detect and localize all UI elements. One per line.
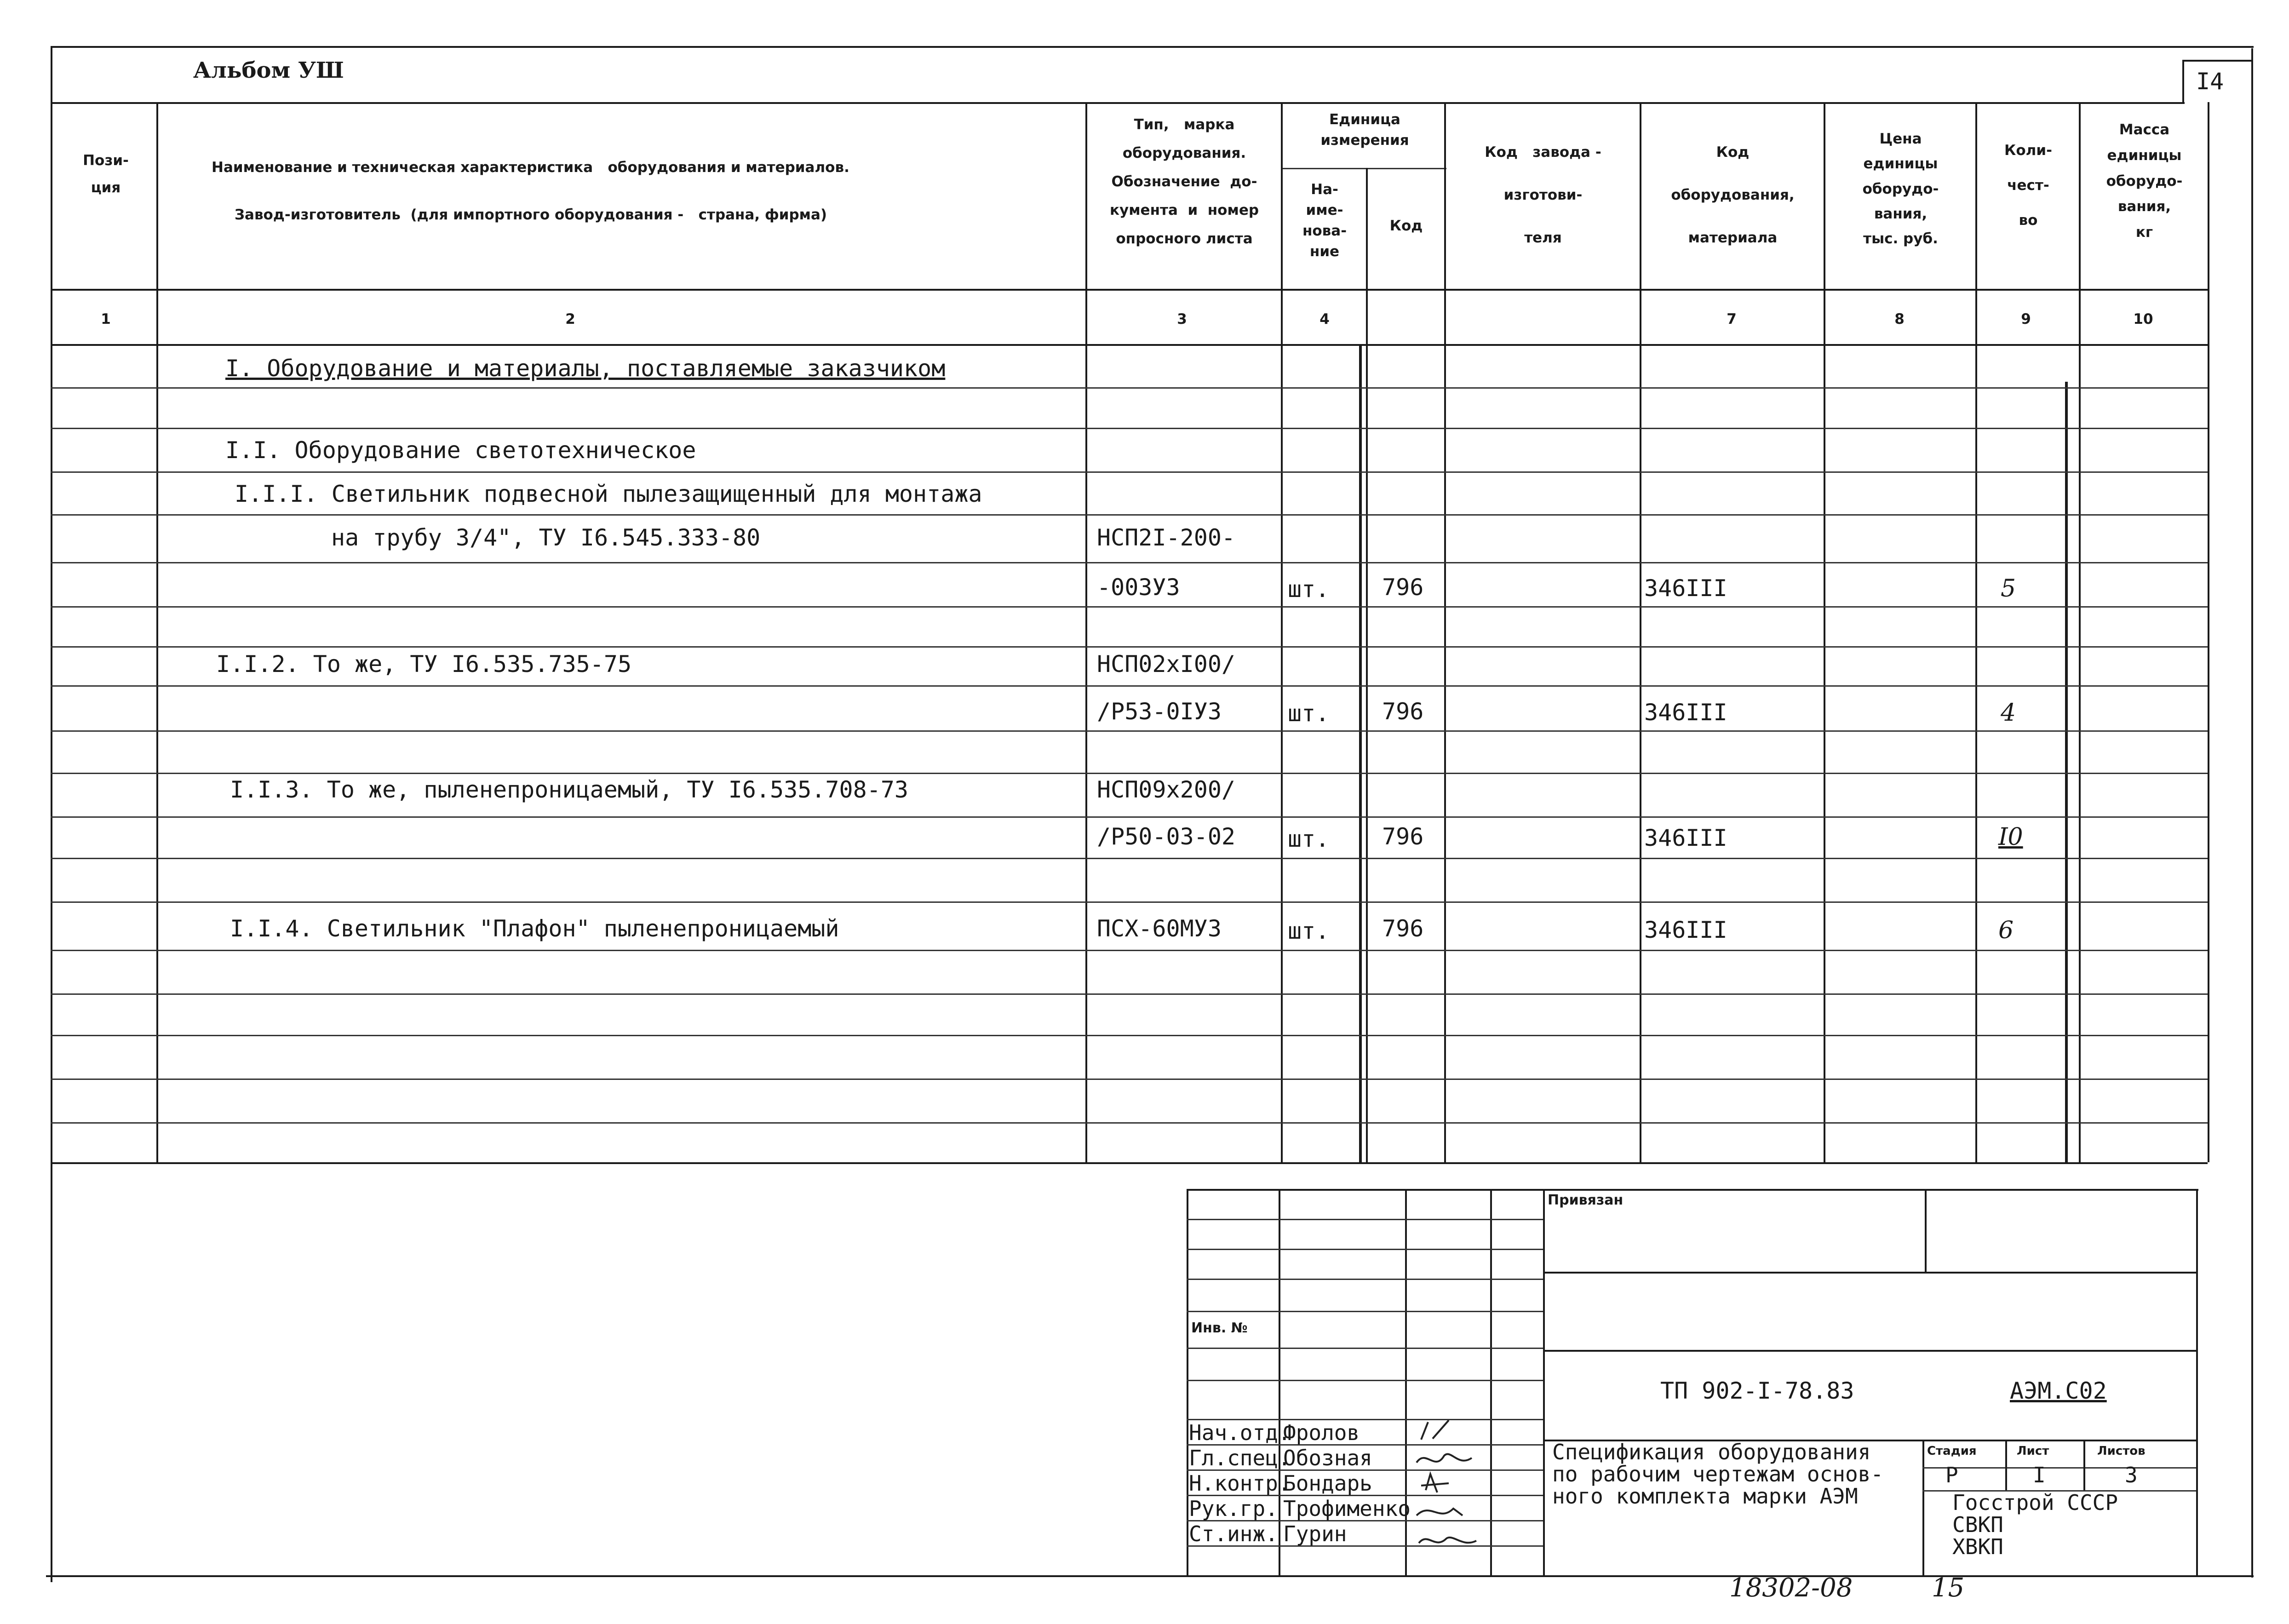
stamp-name: Трофименко: [1283, 1496, 1411, 1521]
col-number: 9: [2021, 311, 2031, 327]
stamp-col: [1922, 1440, 1924, 1575]
col-header-material-code: Код оборудования, материала: [1671, 144, 1795, 246]
stamp-role: Рук.гр.: [1189, 1496, 1278, 1521]
signature-gurin: [1419, 1538, 1476, 1543]
item-type-cont: /Р50-03-02: [1097, 823, 1236, 850]
stamp-left-line: [1187, 1189, 1188, 1575]
item-unit-code: 796: [1382, 915, 1424, 942]
item-name: I.I.2. То же, ТУ I6.535.735-75: [216, 651, 632, 677]
item-unit-code: 796: [1382, 698, 1424, 725]
item-name: I.I.4. Светильник "Плафон" пыленепроницаемый: [230, 915, 839, 942]
row-line: [51, 901, 2208, 903]
col-header-quantity: Коли- чест- во: [2004, 142, 2052, 229]
stamp-role: Нач.отд.: [1189, 1420, 1291, 1445]
col-line-2: [1085, 102, 1087, 1162]
row-line: [51, 685, 2208, 687]
col-line-7: [1824, 102, 1825, 1162]
col-line-10: [2208, 102, 2209, 1162]
col-header-mass: Масса единицы оборудо- вания, кг: [2106, 121, 2183, 241]
row-line: [51, 950, 2208, 951]
item-type: НСП2I-200-: [1097, 524, 1236, 551]
item-material-code: 346III: [1644, 699, 1727, 726]
stamp-col: [1925, 1189, 1927, 1272]
item-unit-code: 796: [1382, 823, 1424, 850]
signature-frolov: [1421, 1420, 1449, 1440]
row-line: [51, 816, 2208, 818]
stamp-row: [1543, 1350, 2196, 1352]
col-header-factory-code: Код завода - изготови- теля: [1485, 144, 1601, 246]
col-header-unit-code: Код: [1389, 218, 1423, 234]
stamp-row: [1922, 1467, 2196, 1469]
col-line-5: [1444, 102, 1446, 1162]
stamp-title-line: ного комплекта марки АЭМ: [1552, 1484, 1858, 1509]
col-header-position: Пози- ция: [83, 152, 129, 196]
col-number: 1: [101, 311, 111, 327]
row-line: [51, 858, 2208, 859]
stamp-sheets: 3: [2125, 1463, 2138, 1487]
row-line: [51, 773, 2208, 774]
stamp-doc-code: ТП 902-I-78.83: [1660, 1377, 1854, 1404]
row-line: [51, 514, 2208, 516]
item-unit: шт.: [1288, 918, 1330, 944]
row-line: [51, 646, 2208, 648]
item-unit: шт.: [1288, 700, 1330, 727]
stamp-row: [1187, 1380, 1543, 1381]
stamp-org: ХВКП: [1952, 1534, 2003, 1559]
header-bottom-line: [51, 289, 2208, 291]
stamp-label-inv-no: Инв. №: [1191, 1320, 1248, 1336]
stamp-title-line: по рабочим чертежам основ-: [1552, 1462, 1884, 1486]
frame-bottom-line: [46, 1575, 2254, 1577]
stamp-mark: АЭМ.С02: [2010, 1377, 2107, 1404]
stamp-row: [1187, 1348, 1543, 1349]
row-line: [51, 428, 2208, 429]
stamp-org: СВКП: [1952, 1512, 2003, 1537]
item-quantity: 6: [1998, 917, 2014, 944]
table-bottom-line: [51, 1162, 2208, 1164]
col-number: 4: [1319, 311, 1330, 327]
col-header-unit-group: Единица измерения: [1320, 111, 1409, 149]
row-line: [51, 387, 2208, 389]
stamp-title-line: Спецификация оборудования: [1552, 1440, 1871, 1464]
unit-group-divider: [1281, 168, 1446, 169]
signature-bondar: [1421, 1474, 1449, 1492]
col-header-unit-name: На- име- нова- ние: [1302, 181, 1347, 260]
table-top-line: [51, 102, 2185, 104]
item-name-cont: на трубу 3/4", ТУ I6.545.333-80: [331, 524, 761, 551]
col-line-1: [156, 102, 158, 1162]
col-header-price: Цена единицы оборудо- вания, тыс. руб.: [1862, 131, 1939, 247]
stamp-col: [2005, 1440, 2007, 1490]
col-number: 2: [565, 311, 575, 327]
item-quantity: 4: [2001, 699, 2016, 727]
col-line-6: [1640, 102, 1641, 1162]
item-type-cont: -003У3: [1097, 574, 1180, 601]
row-line: [51, 993, 2208, 995]
col-header-name-line2: Завод-изготовитель (для импортного оборудования - страна, фирма): [235, 207, 827, 223]
stamp-row: [1187, 1311, 1543, 1312]
drawing-frame: [51, 46, 2254, 1582]
col-line-9: [2079, 102, 2081, 1162]
col-line-4: [1366, 168, 1368, 1164]
archive-sheet: 15: [1932, 1573, 1965, 1603]
stamp-name: Гурин: [1283, 1521, 1347, 1546]
stamp-col: [1543, 1189, 1545, 1575]
stamp-label-stage: Стадия: [1927, 1444, 1977, 1458]
item-unit: шт.: [1288, 826, 1330, 852]
stamp-org: Госстрой СССР: [1952, 1490, 2118, 1515]
stamp-row: [1187, 1219, 1543, 1220]
row-line: [51, 606, 2208, 608]
archive-number: 18302-08: [1729, 1573, 1853, 1603]
subsection-title: I.I. Оборудование светотехническое: [225, 437, 696, 464]
item-material-code: 346III: [1644, 917, 1727, 943]
col-number: 10: [2133, 311, 2153, 327]
section-title: I. Оборудование и материалы, поставляемые заказчиком: [225, 355, 946, 382]
item-name: I.I.I. Светильник подвесной пылезащищенный для монтажа: [235, 481, 982, 507]
row-line: [51, 1079, 2208, 1080]
stamp-role: Н.контр.: [1189, 1471, 1291, 1496]
item-unit-code: 796: [1382, 574, 1424, 601]
col-line-4-heavy: [1359, 344, 1362, 1163]
signature-oboznaya: [1417, 1454, 1472, 1463]
item-quantity: 5: [2001, 575, 2016, 603]
item-unit: шт.: [1288, 576, 1330, 603]
signature-marks: [1407, 1417, 1490, 1555]
stamp-label-privyazan: Привязан: [1548, 1192, 1624, 1208]
col-line-3: [1281, 102, 1283, 1162]
col-header-type: Тип, марка оборудования. Обозначение до- кумента и номер опросного листа: [1109, 116, 1259, 247]
stamp-name: Обозная: [1283, 1446, 1372, 1470]
stamp-name: Фролов: [1283, 1420, 1360, 1445]
item-type-cont: /Р53-0IУ3: [1097, 698, 1222, 725]
stamp-stage: Р: [1945, 1463, 1958, 1487]
item-type: НСП02хI00/: [1097, 651, 1236, 677]
stamp-label-sheets: Листов: [2097, 1444, 2146, 1458]
stamp-row: [1187, 1279, 1543, 1280]
item-type: НСП09х200/: [1097, 776, 1236, 803]
stamp-role: Гл.спец.: [1189, 1446, 1291, 1470]
page-number: I4: [2196, 68, 2224, 95]
item-material-code: 346III: [1644, 575, 1727, 602]
stamp-row: [1187, 1249, 1543, 1250]
stamp-label-sheet: Лист: [2017, 1444, 2049, 1458]
row-line: [51, 1122, 2208, 1124]
album-title: Альбом УШ: [193, 57, 344, 83]
stamp-col: [1490, 1189, 1492, 1575]
row-line: [51, 1035, 2208, 1036]
stamp-name: Бондарь: [1283, 1471, 1372, 1496]
frame-right-line: [2251, 48, 2253, 1578]
row-line: [51, 471, 2208, 473]
stamp-row: [1543, 1272, 2196, 1274]
col-number: 8: [1894, 311, 1905, 327]
colnum-bottom-line: [51, 344, 2208, 346]
stamp-col: [1279, 1189, 1280, 1575]
stamp-right-line: [2196, 1189, 2198, 1575]
item-type: ПСХ-60МУ3: [1097, 915, 1222, 942]
stamp-sheet: I: [2033, 1463, 2046, 1487]
col-header-name-line1: Наименование и техническая характеристика оборудования и материалов.: [212, 159, 849, 176]
signature-trofimenko: [1417, 1509, 1463, 1515]
col-line-8: [1975, 102, 1977, 1162]
row-line: [51, 562, 2208, 563]
row-line: [51, 730, 2208, 732]
stamp-col: [2083, 1440, 2085, 1490]
item-name: I.I.3. То же, пыленепроницаемый, ТУ I6.535.708-73: [230, 776, 909, 803]
col-number: 3: [1177, 311, 1187, 327]
stamp-top-line: [1187, 1189, 2198, 1191]
stamp-role: Ст.инж.: [1189, 1521, 1278, 1546]
col-number: 7: [1727, 311, 1737, 327]
item-quantity: I0: [1998, 823, 2023, 851]
item-material-code: 346III: [1644, 825, 1727, 851]
